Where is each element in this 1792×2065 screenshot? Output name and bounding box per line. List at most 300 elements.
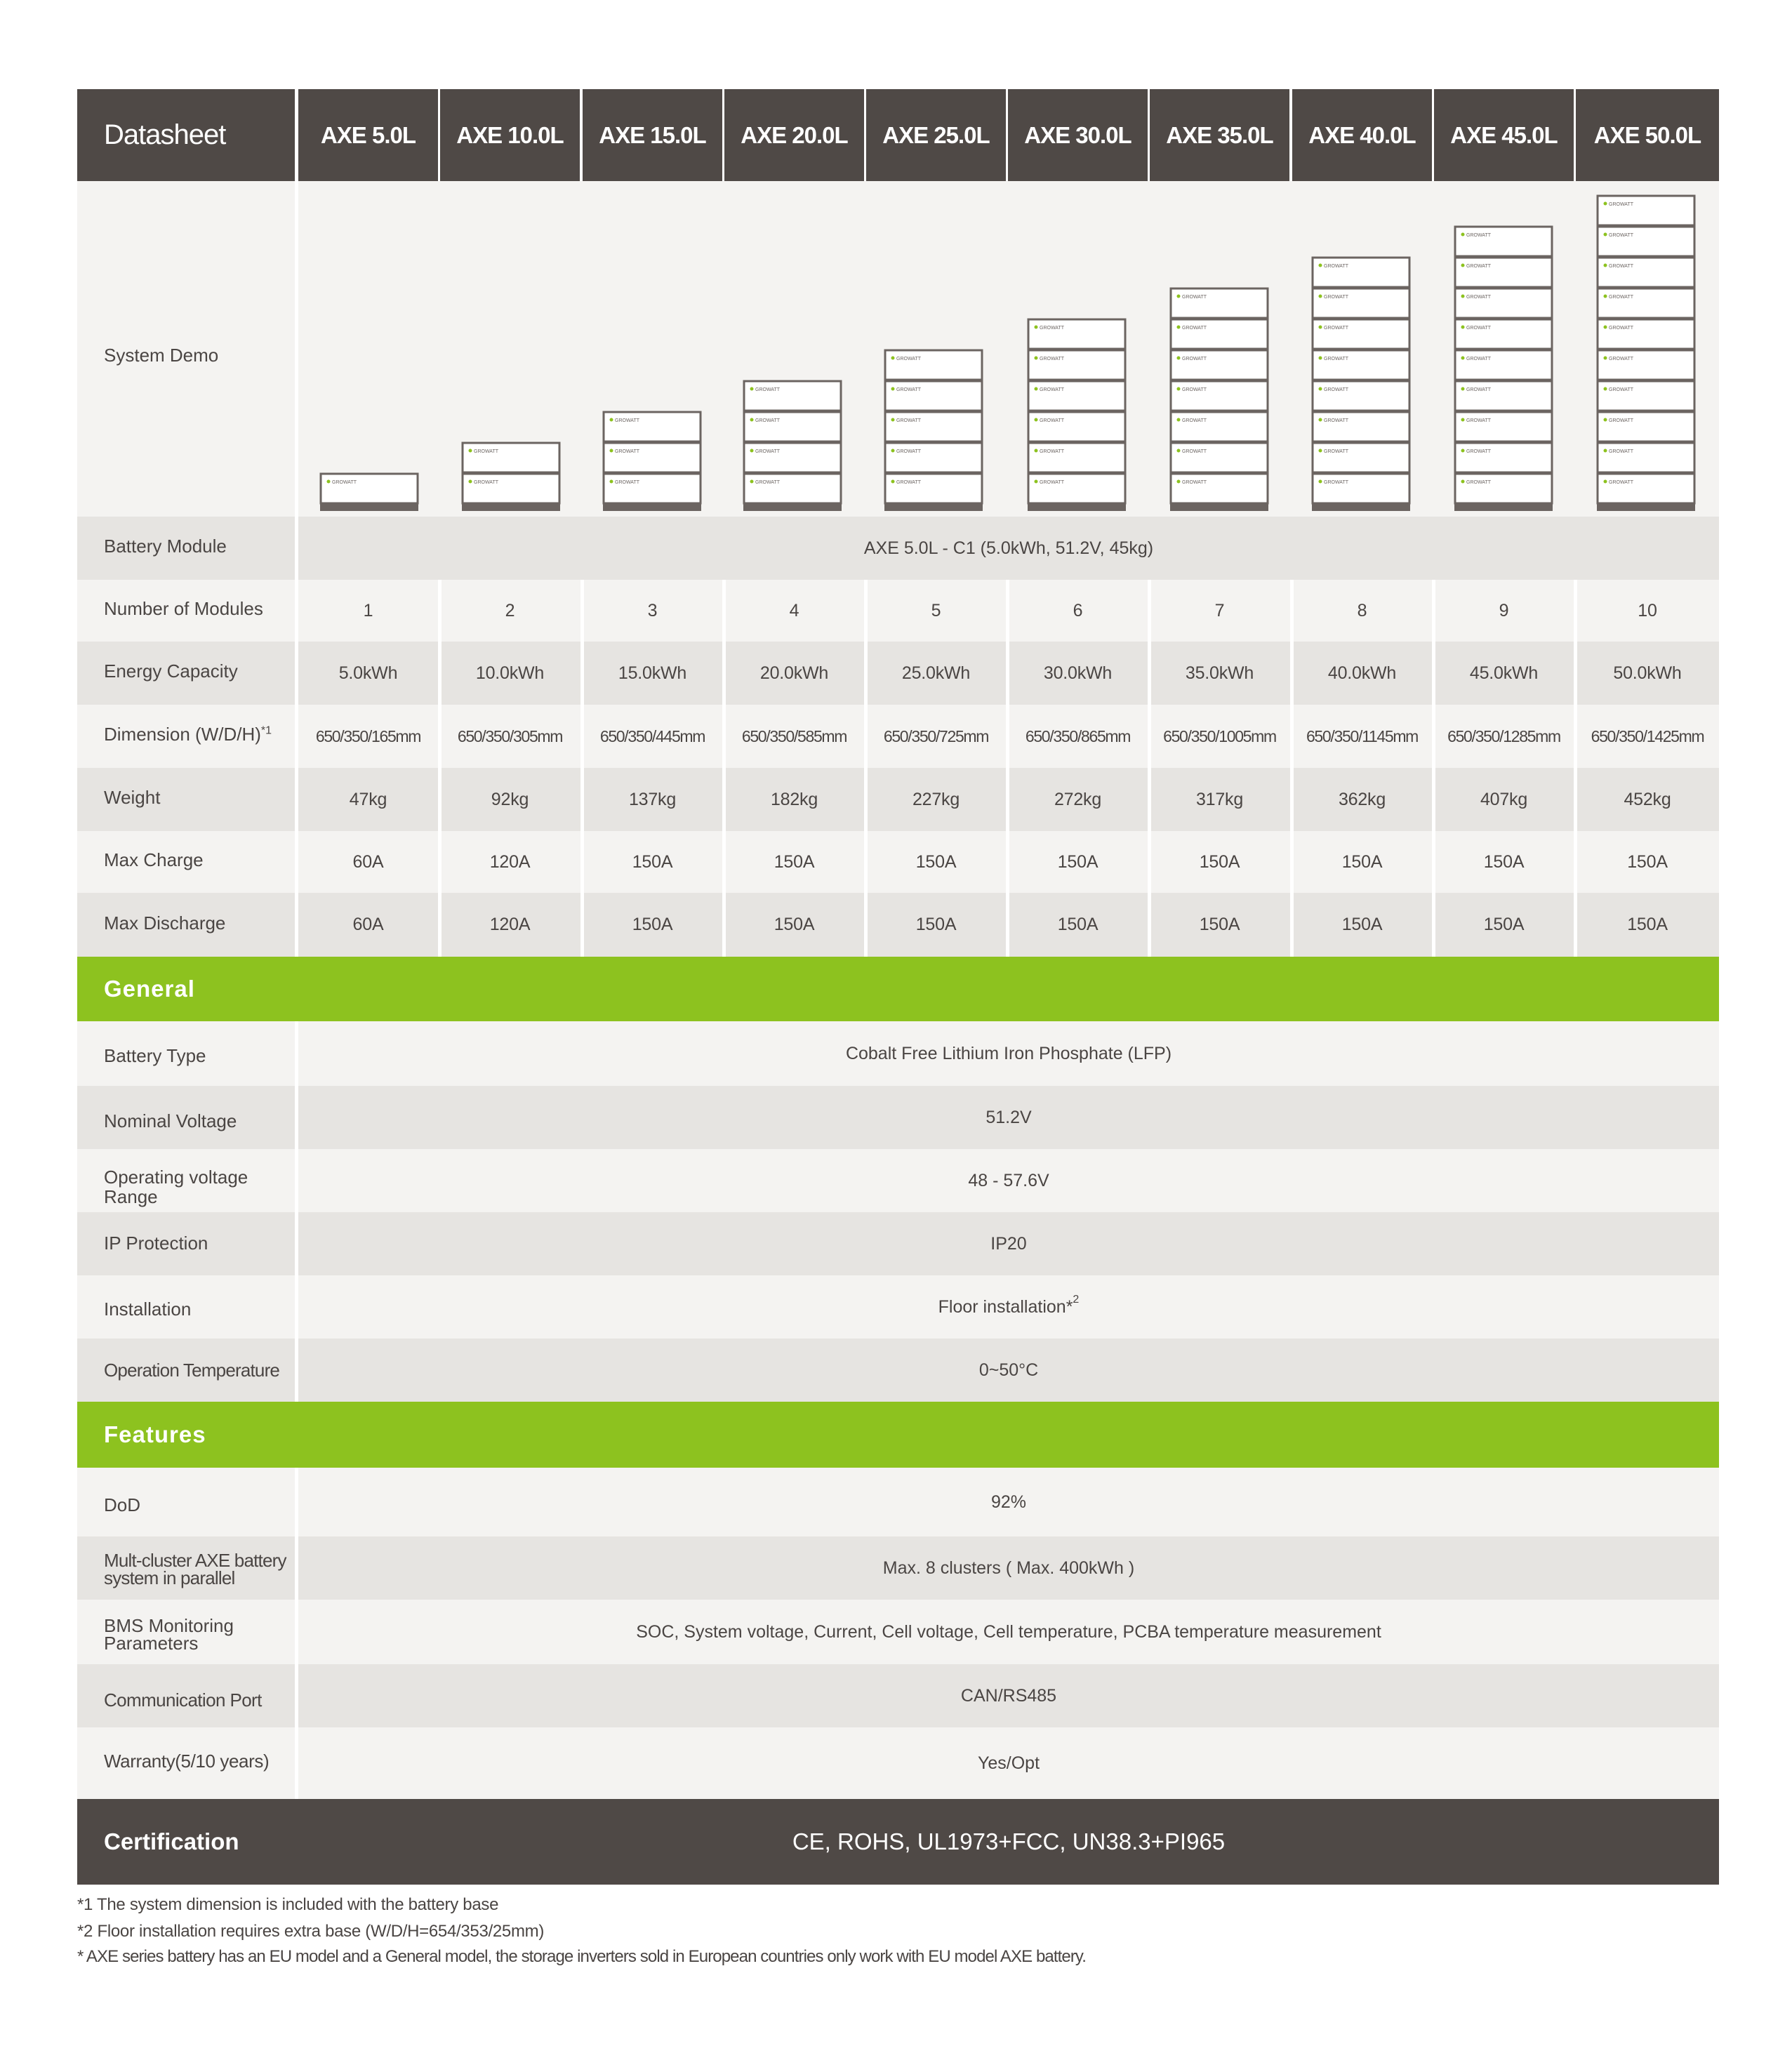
footnote-3: * AXE series battery has an EU model and a General model, the storage inverters sold in European countries only work with EU model AXE battery. xyxy=(77,1947,1086,1966)
brand-mark-icon xyxy=(1604,326,1607,329)
label-column-divider xyxy=(295,181,298,957)
battery-module xyxy=(1598,443,1694,472)
certification-value: CE, ROHS, UL1973+FCC, UN38.3+PI965 xyxy=(792,1828,1226,1854)
brand-label: GROWATT xyxy=(1324,418,1348,423)
battery-module xyxy=(1028,350,1125,380)
battery-module xyxy=(1313,474,1409,503)
battery-module xyxy=(1313,412,1409,441)
number-of-modules-cell: 7 xyxy=(1214,600,1225,620)
brand-label: GROWATT xyxy=(1466,233,1491,238)
brand-mark-icon xyxy=(1035,418,1038,422)
model-header: AXE 45.0L xyxy=(1434,89,1574,181)
dimension-cell: 650/350/1285mm xyxy=(1447,726,1560,745)
brand-label: GROWATT xyxy=(1040,480,1064,485)
max-discharge-cell: 150A xyxy=(915,915,957,934)
number-of-modules-cell: 4 xyxy=(789,600,799,620)
battery-module xyxy=(744,443,841,472)
brand-label: GROWATT xyxy=(755,387,780,392)
multi-cluster-value: Max. 8 clusters ( Max. 400kWh ) xyxy=(882,1558,1135,1578)
brand-mark-icon xyxy=(891,418,895,422)
brand-mark-icon xyxy=(1319,357,1322,360)
battery-module xyxy=(1313,319,1409,349)
column-divider xyxy=(438,580,442,957)
battery-base xyxy=(1454,504,1553,511)
brand-label: GROWATT xyxy=(1182,449,1207,454)
battery-module xyxy=(1171,443,1268,472)
battery-module xyxy=(321,474,418,503)
battery-base xyxy=(884,504,983,511)
battery-module xyxy=(1455,443,1552,472)
features-label-divider xyxy=(295,1468,298,1799)
brand-mark-icon xyxy=(1319,326,1322,329)
brand-mark-icon xyxy=(750,418,754,422)
max-charge-cell: 60A xyxy=(352,851,384,872)
bms-value: SOC, System voltage, Current, Cell voltage, Cell temperature, PCBA temperature measurement xyxy=(636,1621,1381,1642)
brand-mark-icon xyxy=(327,480,331,484)
brand-mark-icon xyxy=(1319,449,1322,453)
brand-mark-icon xyxy=(610,480,613,484)
nominal-voltage-label: Nominal Voltage xyxy=(104,1110,237,1131)
brand-mark-icon xyxy=(1177,449,1181,453)
brand-label: GROWATT xyxy=(1466,326,1491,331)
max-discharge-cell: 150A xyxy=(1199,915,1240,934)
battery-module xyxy=(744,412,841,441)
brand-label: GROWATT xyxy=(1324,295,1348,300)
brand-mark-icon xyxy=(1177,418,1181,422)
battery-module xyxy=(1171,412,1268,441)
general-label-divider xyxy=(295,1021,298,1402)
brand-mark-icon xyxy=(610,418,613,422)
brand-mark-icon xyxy=(1604,233,1607,237)
battery-module xyxy=(1028,412,1125,441)
battery-module xyxy=(1313,381,1409,411)
brand-label: GROWATT xyxy=(1324,326,1348,331)
energy-capacity-cell: 20.0kWh xyxy=(759,663,829,683)
brand-label: GROWATT xyxy=(1324,480,1348,485)
battery-module xyxy=(885,443,982,472)
brand-mark-icon xyxy=(1177,357,1181,360)
brand-mark-icon xyxy=(891,449,895,453)
dimension-cell: 650/350/1145mm xyxy=(1306,726,1419,745)
battery-module xyxy=(1598,412,1694,441)
brand-label: GROWATT xyxy=(1609,357,1633,361)
column-divider xyxy=(580,580,584,957)
brand-mark-icon xyxy=(1461,264,1465,267)
max-discharge-cell: 150A xyxy=(774,915,815,934)
brand-mark-icon xyxy=(1604,387,1607,391)
brand-label: GROWATT xyxy=(896,357,921,361)
brand-label: GROWATT xyxy=(755,449,780,454)
brand-label: GROWATT xyxy=(1040,357,1064,361)
battery-base xyxy=(1028,504,1126,511)
warranty-label: Warranty(5/10 years) xyxy=(104,1751,270,1772)
brand-mark-icon xyxy=(1461,418,1465,422)
brand-mark-icon xyxy=(1177,295,1181,298)
dimension-cell: 650/350/445mm xyxy=(599,726,705,745)
weight-cell: 362kg xyxy=(1338,789,1386,809)
dimension-cell: 650/350/725mm xyxy=(883,726,989,745)
brand-mark-icon xyxy=(1604,418,1607,422)
brand-label: GROWATT xyxy=(1609,202,1633,207)
weight-cell: 407kg xyxy=(1480,789,1528,809)
brand-label: GROWATT xyxy=(1324,387,1348,392)
energy-capacity-cell: 40.0kWh xyxy=(1327,663,1397,683)
battery-module xyxy=(1313,350,1409,380)
brand-label: GROWATT xyxy=(896,449,921,454)
weight-cell: 227kg xyxy=(912,789,960,809)
brand-mark-icon xyxy=(1604,295,1607,298)
brand-mark-icon xyxy=(1461,295,1465,298)
model-header: AXE 5.0L xyxy=(298,89,438,181)
max-charge-cell: 150A xyxy=(1341,851,1383,872)
battery-module xyxy=(1028,319,1125,349)
max-charge-cell: 150A xyxy=(774,851,815,872)
battery-module xyxy=(744,381,841,411)
battery-module xyxy=(885,412,982,441)
brand-mark-icon xyxy=(1319,387,1322,391)
brand-mark-icon xyxy=(891,357,895,360)
brand-label: GROWATT xyxy=(1182,480,1207,485)
brand-mark-icon xyxy=(1035,449,1038,453)
battery-module xyxy=(885,381,982,411)
brand-label: GROWATT xyxy=(1040,449,1064,454)
brand-label: GROWATT xyxy=(332,480,357,485)
brand-label: GROWATT xyxy=(1466,418,1491,423)
brand-mark-icon xyxy=(469,480,472,484)
brand-label: GROWATT xyxy=(1040,326,1064,331)
battery-module xyxy=(463,443,559,472)
max-charge-cell: 150A xyxy=(1057,851,1099,872)
brand-mark-icon xyxy=(1604,480,1607,484)
brand-mark-icon xyxy=(1461,480,1465,484)
brand-label: GROWATT xyxy=(1324,357,1348,361)
battery-module xyxy=(885,350,982,380)
number-of-modules-cell: 3 xyxy=(647,600,658,620)
weight-cell: 272kg xyxy=(1054,789,1102,809)
certification-label: Certification xyxy=(104,1828,239,1854)
battery-module xyxy=(604,474,701,503)
battery-module xyxy=(1598,258,1694,287)
installation-note: 2 xyxy=(1073,1294,1080,1306)
brand-label: GROWATT xyxy=(615,418,639,423)
multi-cluster-label: Mult-cluster AXE battery system in parallel xyxy=(104,1550,286,1588)
brand-label: GROWATT xyxy=(1040,418,1064,423)
max-discharge-cell: 150A xyxy=(1057,915,1099,934)
brand-mark-icon xyxy=(1035,387,1038,391)
brand-label: GROWATT xyxy=(1182,418,1207,423)
brand-label: GROWATT xyxy=(1182,357,1207,361)
model-header: AXE 35.0L xyxy=(1150,89,1289,181)
model-header: AXE 50.0L xyxy=(1576,89,1719,181)
weight-cell: 92kg xyxy=(491,789,529,809)
footnote-1: *1 The system dimension is included with the battery base xyxy=(77,1895,499,1914)
operation-temperature-label: Operation Temperature xyxy=(104,1360,280,1381)
brand-label: GROWATT xyxy=(1324,264,1348,269)
battery-base xyxy=(1597,504,1695,511)
battery-module xyxy=(1313,443,1409,472)
max-discharge-cell: 150A xyxy=(1483,915,1525,934)
features-section-header: Features xyxy=(77,1402,1719,1468)
brand-mark-icon xyxy=(1604,264,1607,267)
brand-mark-icon xyxy=(891,480,895,484)
energy-capacity-cell: 35.0kWh xyxy=(1185,663,1254,683)
brand-mark-icon xyxy=(1604,449,1607,453)
dod-label: DoD xyxy=(104,1494,141,1515)
model-header: AXE 10.0L xyxy=(440,89,580,181)
energy-capacity-label: Energy Capacity xyxy=(104,660,238,682)
brand-label: GROWATT xyxy=(615,480,639,485)
weight-cell: 137kg xyxy=(628,789,677,809)
battery-module xyxy=(1313,288,1409,318)
installation-value: Floor installation* 2 xyxy=(938,1294,1080,1317)
battery-module xyxy=(1313,258,1409,287)
battery-module xyxy=(1455,381,1552,411)
brand-mark-icon xyxy=(750,449,754,453)
brand-mark-icon xyxy=(1177,326,1181,329)
brand-label: GROWATT xyxy=(1324,449,1348,454)
brand-mark-icon xyxy=(1604,357,1607,360)
battery-module xyxy=(1455,350,1552,380)
battery-base xyxy=(1170,504,1268,511)
brand-label: GROWATT xyxy=(1609,418,1633,423)
brand-label: GROWATT xyxy=(896,418,921,423)
number-of-modules-cell: 2 xyxy=(505,600,515,620)
dimension-cell: 650/350/1425mm xyxy=(1591,726,1704,745)
battery-module xyxy=(1028,443,1125,472)
battery-type-value: Cobalt Free Lithium Iron Phosphate (LFP) xyxy=(845,1043,1172,1063)
model-header: AXE 30.0L xyxy=(1008,89,1148,181)
brand-mark-icon xyxy=(891,387,895,391)
brand-mark-icon xyxy=(1035,480,1038,484)
operating-voltage-value: 48 - 57.6V xyxy=(968,1170,1049,1190)
battery-module xyxy=(1455,288,1552,318)
dimension-cell: 650/350/1005mm xyxy=(1163,726,1276,745)
brand-label: GROWATT xyxy=(1466,387,1491,392)
number-of-modules-cell: 5 xyxy=(931,600,941,620)
energy-capacity-cell: 45.0kWh xyxy=(1469,663,1539,683)
brand-label: GROWATT xyxy=(1466,480,1491,485)
brand-label: GROWATT xyxy=(896,387,921,392)
battery-type-label: Battery Type xyxy=(104,1045,206,1066)
communication-label: Communication Port xyxy=(104,1689,262,1711)
energy-capacity-cell: 5.0kWh xyxy=(338,663,398,683)
brand-label: GROWATT xyxy=(1609,326,1633,331)
max-discharge-cell: 60A xyxy=(352,915,384,934)
battery-module xyxy=(1455,319,1552,349)
battery-base xyxy=(743,504,842,511)
brand-label: GROWATT xyxy=(474,480,498,485)
brand-mark-icon xyxy=(1461,449,1465,453)
battery-module xyxy=(1455,474,1552,503)
weight-cell: 182kg xyxy=(770,789,818,809)
column-divider xyxy=(864,580,868,957)
brand-mark-icon xyxy=(750,387,754,391)
brand-mark-icon xyxy=(1177,387,1181,391)
max-discharge-label: Max Discharge xyxy=(104,912,226,934)
column-divider xyxy=(1574,580,1577,957)
brand-label: GROWATT xyxy=(1040,387,1064,392)
energy-capacity-cell: 30.0kWh xyxy=(1043,663,1113,683)
system-demo-label: System Demo xyxy=(104,345,219,366)
brand-mark-icon xyxy=(1319,295,1322,298)
brand-label: GROWATT xyxy=(755,418,780,423)
brand-label: GROWATT xyxy=(1609,449,1633,454)
battery-module xyxy=(885,474,982,503)
number-of-modules-cell: 9 xyxy=(1499,600,1509,620)
max-charge-cell: 150A xyxy=(1627,851,1668,872)
datasheet-title: Datasheet xyxy=(77,89,295,181)
battery-module xyxy=(1171,474,1268,503)
brand-mark-icon xyxy=(469,449,472,453)
warranty-value: Yes/Opt xyxy=(977,1753,1040,1773)
brand-mark-icon xyxy=(1461,357,1465,360)
ip-protection-value: IP20 xyxy=(990,1233,1027,1254)
brand-label: GROWATT xyxy=(896,480,921,485)
battery-module xyxy=(744,474,841,503)
brand-label: GROWATT xyxy=(1609,387,1633,392)
brand-mark-icon xyxy=(1319,264,1322,267)
dimension-label: Dimension $(W/D/H)^{*1}$ xyxy=(104,724,272,745)
max-charge-cell: 150A xyxy=(632,851,673,872)
battery-module xyxy=(1171,319,1268,349)
battery-module xyxy=(1171,381,1268,411)
brand-mark-icon xyxy=(1035,357,1038,360)
model-header: AXE 40.0L xyxy=(1292,89,1432,181)
max-charge-cell: 150A xyxy=(915,851,957,872)
brand-label: GROWATT xyxy=(1466,357,1491,361)
battery-base xyxy=(1312,504,1410,511)
brand-label: GROWATT xyxy=(1609,295,1633,300)
battery-module-value: AXE 5.0L - C1 (5.0kWh, 51.2V, 45kg) xyxy=(863,538,1154,558)
dimension-note: *1 xyxy=(260,724,272,737)
number-of-modules-cell: 6 xyxy=(1073,600,1083,620)
dimension-cell: 650/350/165mm xyxy=(315,726,421,745)
column-divider xyxy=(1290,580,1294,957)
number-of-modules-cell: 8 xyxy=(1357,600,1367,620)
nominal-voltage-value: 51.2V xyxy=(985,1107,1032,1127)
system-demo-illustration xyxy=(0,181,1792,517)
footnote-2: *2 Floor installation requires extra base (W/D/H=654/353/25mm) xyxy=(77,1922,545,1941)
battery-module xyxy=(1598,288,1694,318)
installation-label: Installation xyxy=(104,1299,192,1320)
brand-label: GROWATT xyxy=(1609,480,1633,485)
energy-capacity-cell: 25.0kWh xyxy=(901,663,971,683)
battery-module xyxy=(1171,288,1268,318)
operating-voltage-label: Operating voltage Range xyxy=(104,1167,248,1207)
column-divider xyxy=(1006,580,1009,957)
brand-label: GROWATT xyxy=(474,449,498,454)
battery-base xyxy=(603,504,701,511)
battery-module xyxy=(1598,350,1694,380)
max-discharge-cell: 150A xyxy=(632,915,673,934)
weight-cell: 47kg xyxy=(349,789,387,809)
column-divider xyxy=(1432,580,1435,957)
column-divider xyxy=(1148,580,1151,957)
dod-value: 92% xyxy=(990,1492,1027,1512)
dimension-cell: 650/350/865mm xyxy=(1025,726,1131,745)
energy-capacity-cell: 50.0kWh xyxy=(1613,663,1682,683)
brand-label: GROWATT xyxy=(1182,326,1207,331)
number-of-modules-cell: 1 xyxy=(363,600,373,620)
max-charge-cell: 150A xyxy=(1483,851,1525,872)
weight-cell: 317kg xyxy=(1195,789,1244,809)
battery-module xyxy=(604,443,701,472)
battery-module xyxy=(604,412,701,441)
brand-mark-icon xyxy=(750,480,754,484)
weight-cell: 452kg xyxy=(1624,789,1671,809)
max-charge-cell: 120A xyxy=(489,851,531,872)
battery-module xyxy=(1598,381,1694,411)
model-header: AXE 20.0L xyxy=(724,89,864,181)
battery-module xyxy=(1171,350,1268,380)
ip-protection-label: IP Protection xyxy=(104,1233,208,1254)
brand-label: GROWATT xyxy=(755,480,780,485)
battery-base xyxy=(462,504,560,511)
dimension-cell: 650/350/305mm xyxy=(457,726,563,745)
brand-mark-icon xyxy=(1319,480,1322,484)
brand-mark-icon xyxy=(1604,202,1607,206)
brand-mark-icon xyxy=(1035,326,1038,329)
brand-mark-icon xyxy=(1177,480,1181,484)
max-discharge-cell: 150A xyxy=(1341,915,1383,934)
energy-capacity-cell: 10.0kWh xyxy=(475,663,545,683)
battery-module xyxy=(1598,196,1694,225)
battery-module xyxy=(1598,474,1694,503)
battery-base xyxy=(320,504,418,511)
column-divider xyxy=(722,580,726,957)
brand-label: GROWATT xyxy=(1182,387,1207,392)
max-discharge-cell: 120A xyxy=(489,915,531,934)
general-section-header: General xyxy=(77,957,1719,1021)
brand-label: GROWATT xyxy=(1466,264,1491,269)
battery-module xyxy=(1028,474,1125,503)
energy-capacity-cell: 15.0kWh xyxy=(618,663,687,683)
brand-mark-icon xyxy=(1461,326,1465,329)
weight-label: Weight xyxy=(104,787,161,808)
battery-module xyxy=(463,474,559,503)
battery-module xyxy=(1455,258,1552,287)
number-of-modules-label: Number of Modules xyxy=(104,598,263,619)
battery-module xyxy=(1598,227,1694,256)
brand-mark-icon xyxy=(1461,387,1465,391)
brand-label: GROWATT xyxy=(1466,295,1491,300)
model-header: AXE 15.0L xyxy=(583,89,722,181)
brand-label: GROWATT xyxy=(1182,295,1207,300)
communication-value: CAN/RS485 xyxy=(960,1685,1057,1706)
battery-module-label: Battery Module xyxy=(104,536,227,557)
bms-label: BMS Monitoring Parameters xyxy=(104,1615,234,1654)
model-header: AXE 25.0L xyxy=(866,89,1006,181)
battery-module xyxy=(1598,319,1694,349)
brand-label: GROWATT xyxy=(1609,264,1633,269)
battery-module xyxy=(1028,381,1125,411)
number-of-modules-cell: 10 xyxy=(1638,600,1657,620)
brand-label: GROWATT xyxy=(1466,449,1491,454)
brand-label: GROWATT xyxy=(615,449,639,454)
dimension-cell: 650/350/585mm xyxy=(741,726,847,745)
brand-mark-icon xyxy=(1319,418,1322,422)
certification-bar xyxy=(77,1799,1719,1885)
battery-module xyxy=(1455,412,1552,441)
brand-mark-icon xyxy=(610,449,613,453)
battery-module xyxy=(1455,227,1552,256)
brand-mark-icon xyxy=(1461,233,1465,237)
max-charge-label: Max Charge xyxy=(104,849,204,870)
brand-label: GROWATT xyxy=(1609,233,1633,238)
operation-temperature-value: 0~50°C xyxy=(978,1360,1039,1380)
max-charge-cell: 150A xyxy=(1199,851,1240,872)
max-discharge-cell: 150A xyxy=(1627,915,1668,934)
